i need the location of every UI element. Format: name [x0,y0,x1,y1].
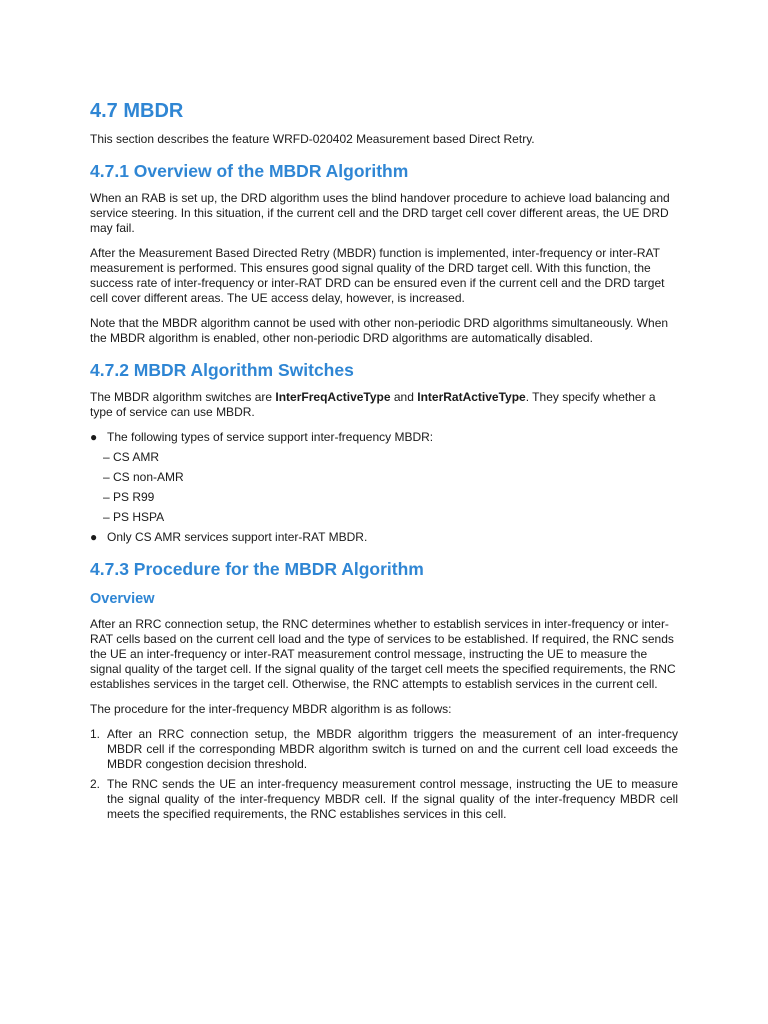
dash-icon: – [103,510,110,524]
procedure-paragraph-1: After an RRC connection setup, the RNC determines whether to establish services in inter-frequency or inter-RAT cells based on the current cell load and the type of services to be established. If required, the RNC sends the UE an inter-frequency or inter-RAT measurement control message, instructing the UE to measure the signal quality of the target cell. If the signal quality of the target cell meets the specified requirements, the RNC establishes services in the target cell. Otherwise, the RNC attempts to establish services in the current cell. [90,617,676,691]
procedure-step-2 [90,777,678,822]
switches-text-post: . They specify whether a type of service can use MBDR. [90,390,656,419]
section-title-overview: 4.7.1 Overview of the MBDR Algorithm [90,161,409,181]
service-text: CS non-AMR [113,470,184,484]
bullet-dot-icon: ● [90,530,98,544]
service-item-cs-non-amr [103,470,678,485]
dash-icon: – [103,450,110,464]
step-number: 2. [90,777,101,791]
service-type-list [103,450,678,525]
procedure-paragraph-2: The procedure for the inter-frequency MBDR algorithm is as follows: [90,702,452,716]
service-item-cs-amr [103,450,678,465]
switches-paragraph [90,390,678,420]
overview-paragraph-2: After the Measurement Based Directed Retry (MBDR) function is implemented, inter-frequency or inter-RAT measurement is performed. This ensures good signal quality of the DRD target cell. With this function, the success rate of inter-frequency or inter-RAT DRD can be ensured even if the current cell and the DRD target cell cover different areas. The UE access delay, however, is increased. [90,246,665,305]
step-text: After an RRC connection setup, the MBDR algorithm triggers the measurement of an inter-frequency MBDR cell if the corresponding MBDR algorithm switch is turned on and the current cell load exceeds the MBDR congestion decision threshold. [107,727,678,771]
service-item-ps-hspa [103,510,678,525]
service-text: CS AMR [113,450,160,464]
overview-paragraph-3: Note that the MBDR algorithm cannot be used with other non-periodic DRD algorithms simultaneously. When the MBDR algorithm is enabled, other non-periodic DRD algorithms are automatically disabled. [90,316,669,345]
dash-icon: – [103,490,110,504]
dash-icon: – [103,470,110,484]
document-content [90,99,678,827]
section-title-procedure: 4.7.3 Procedure for the MBDR Algorithm [90,559,424,579]
switches-bullet-list [90,430,678,545]
subsection-title-overview: Overview [90,591,155,607]
service-text: PS HSPA [113,510,165,524]
switches-text-pre: The MBDR algorithm switches are [90,390,276,404]
step-number: 1. [90,727,101,741]
bullet-item-inter-frequency [90,430,678,525]
step-text: The RNC sends the UE an inter-frequency measurement control message, instructing the UE to measure the signal quality of the inter-frequency MBDR cell. If the signal quality of the inter-frequency MBDR cell meets the specified requirements, the RNC establishes services in this cell. [107,777,678,821]
procedure-step-1 [90,727,678,772]
procedure-step-list [90,727,678,822]
param-interfreqactivetype: InterFreqActiveType [275,390,391,404]
bullet-dot-icon: ● [90,430,98,444]
bullet-text: The following types of service support inter-frequency MBDR: [107,430,434,444]
section-title-mbdr: 4.7 MBDR [90,100,184,122]
param-interratactivetype: InterRatActiveType [417,390,526,404]
service-text: PS R99 [113,490,155,504]
service-item-ps-r99 [103,490,678,505]
overview-paragraph-1: When an RAB is set up, the DRD algorithm uses the blind handover procedure to achieve load balancing and service steering. In this situation, if the current cell and the DRD target cell cover different areas, the UE DRD may fail. [90,191,670,235]
bullet-text: Only CS AMR services support inter-RAT MBDR. [107,530,368,544]
section-title-switches: 4.7.2 MBDR Algorithm Switches [90,360,354,380]
mbdr-intro-paragraph: This section describes the feature WRFD-020402 Measurement based Direct Retry. [90,132,535,146]
switches-text-and: and [390,390,418,404]
bullet-item-inter-rat [90,530,678,545]
